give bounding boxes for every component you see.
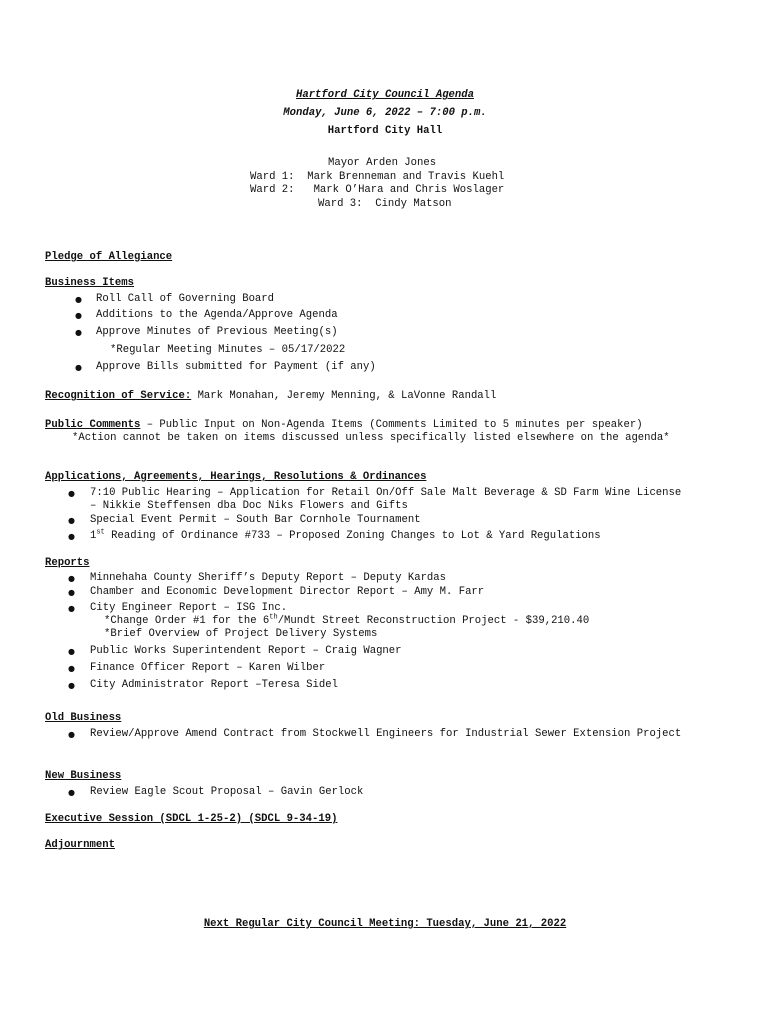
bullet-icon: ● <box>68 788 75 797</box>
bullet-icon: ● <box>75 328 82 337</box>
list-item: Chamber and Economic Development Director Report – Amy M. Farr <box>90 586 485 598</box>
adjournment-heading: Adjournment <box>45 839 115 851</box>
list-item: Review Eagle Scout Proposal – Gavin Gerlock <box>90 786 364 798</box>
bullet-icon: ● <box>75 295 82 304</box>
note-text: /Mundt Street Reconstruction Project - $39,210.40 <box>277 615 590 627</box>
public-comments-heading: Public Comments <box>45 419 141 431</box>
bullet-icon: ● <box>68 489 75 498</box>
ordinal-number: 1 <box>90 530 97 542</box>
list-item: 7:10 Public Hearing – Application for Retail On/Off Sale Malt Beverage & SD Farm Wine License <box>90 487 682 499</box>
bullet-icon: ● <box>68 647 75 656</box>
bullet-icon: ● <box>68 532 75 541</box>
list-item: Minnehaha County Sheriff’s Deputy Report – Deputy Kardas <box>90 572 447 584</box>
bullet-icon: ● <box>75 311 82 320</box>
meeting-datetime: Monday, June 6, 2022 – 7:00 p.m. <box>283 107 487 119</box>
next-meeting-footer: Next Regular City Council Meeting: Tuesday, June 21, 2022 <box>203 918 567 930</box>
bullet-icon: ● <box>68 681 75 690</box>
list-item: Roll Call of Governing Board <box>96 293 275 305</box>
list-item: Review/Approve Amend Contract from Stockwell Engineers for Industrial Sewer Extension Project <box>90 728 682 740</box>
recognition-line <box>45 390 496 402</box>
recognition-heading: Recognition of Service: <box>45 390 192 402</box>
business-heading: Business Items <box>45 277 135 289</box>
bullet-icon: ● <box>75 363 82 372</box>
recognition-text: Mark Monahan, Jeremy Menning, & LaVonne Randall <box>191 390 497 402</box>
list-item: Public Works Superintendent Report – Craig Wagner <box>90 645 402 657</box>
list-item: Special Event Permit – South Bar Cornhole Tournament <box>90 514 421 526</box>
minutes-note: *Regular Meeting Minutes – 05/17/2022 <box>110 344 346 356</box>
ward3-line: Ward 3: Cindy Matson <box>318 198 452 210</box>
bullet-icon: ● <box>68 574 75 583</box>
list-item: City Engineer Report – ISG Inc. <box>90 602 288 614</box>
list-item: City Administrator Report –Teresa Sidel <box>90 679 338 691</box>
bullet-icon: ● <box>68 604 75 613</box>
list-item <box>90 530 601 542</box>
reports-heading: Reports <box>45 557 90 569</box>
ordinal-suffix: th <box>269 613 278 622</box>
note-text: *Change Order #1 for the 6 <box>104 615 270 627</box>
meeting-venue: Hartford City Hall <box>327 125 443 137</box>
new-business-heading: New Business <box>45 770 122 782</box>
list-item: Additions to the Agenda/Approve Agenda <box>96 309 338 321</box>
old-business-heading: Old Business <box>45 712 122 724</box>
ordinal-suffix: st <box>96 528 105 537</box>
list-item-text: Reading of Ordinance #733 – Proposed Zoning Changes to Lot & Yard Regulations <box>104 530 601 542</box>
bullet-icon: ● <box>68 730 75 739</box>
pledge-heading: Pledge of Allegiance <box>45 251 173 263</box>
list-item: Approve Bills submitted for Payment (if any) <box>96 361 376 373</box>
list-item: Finance Officer Report – Karen Wilber <box>90 662 326 674</box>
ward1-line: Ward 1: Mark Brenneman and Travis Kuehl <box>250 171 505 183</box>
change-order-note <box>104 615 589 627</box>
executive-session-heading: Executive Session (SDCL 1-25-2) (SDCL 9-34-19) <box>45 813 338 825</box>
bullet-icon: ● <box>68 664 75 673</box>
delivery-systems-note: *Brief Overview of Project Delivery Systems <box>104 628 378 640</box>
mayor-line: Mayor Arden Jones <box>328 157 437 169</box>
bullet-icon: ● <box>68 588 75 597</box>
list-item: Approve Minutes of Previous Meeting(s) <box>96 326 338 338</box>
applications-heading: Applications, Agreements, Hearings, Resolutions & Ordinances <box>45 471 427 483</box>
list-item-continuation: – Nikkie Steffensen dba Doc Niks Flowers and Gifts <box>90 500 408 512</box>
bullet-icon: ● <box>68 516 75 525</box>
public-comments-note: *Action cannot be taken on items discussed unless specifically listed elsewhere on the agenda* <box>72 432 670 444</box>
ward2-line: Ward 2: Mark O’Hara and Chris Woslager <box>250 184 505 196</box>
agenda-title: Hartford City Council Agenda <box>295 89 474 101</box>
public-comments-text: – Public Input on Non-Agenda Items (Comments Limited to 5 minutes per speaker) <box>140 419 643 431</box>
public-comments-line <box>45 419 643 431</box>
